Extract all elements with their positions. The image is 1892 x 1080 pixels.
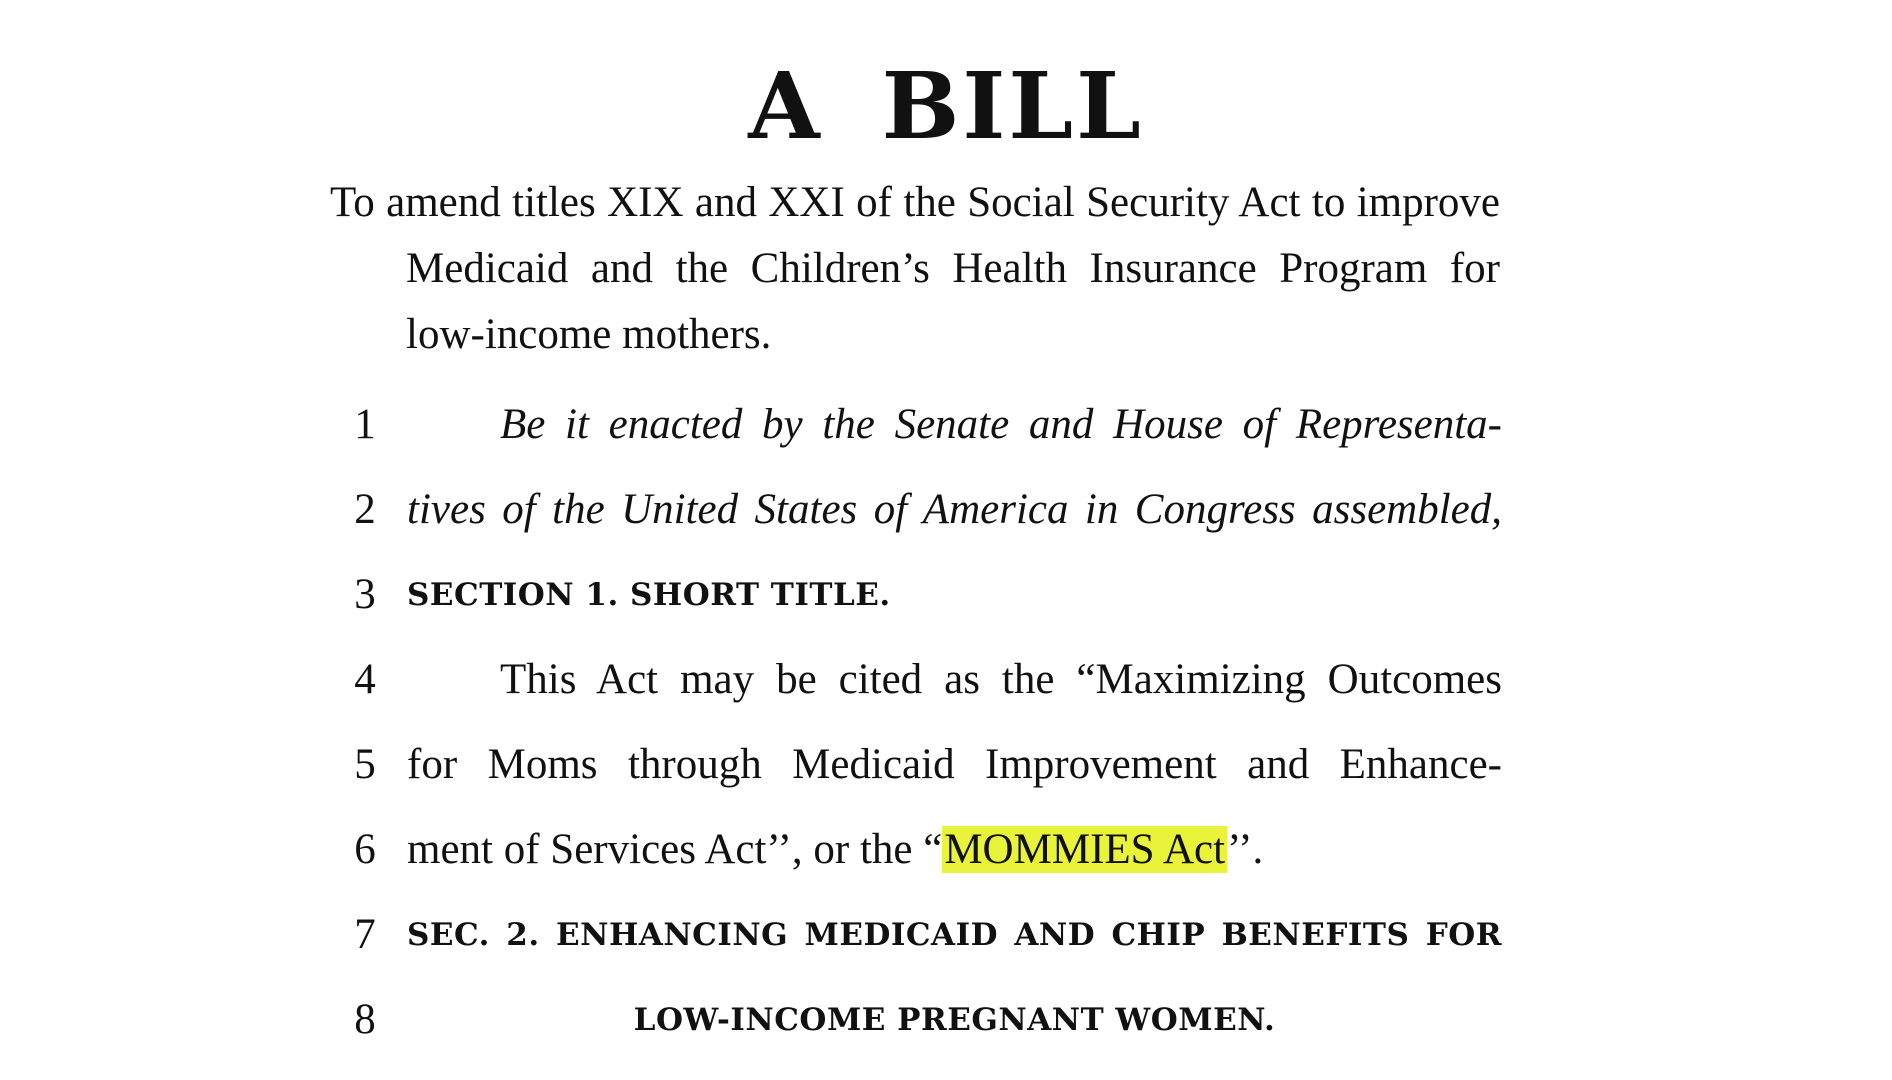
bill-line (0, 390, 1892, 460)
line-text: Be it enacted by the Senate and House of Representa- (500, 401, 1502, 448)
bill-line (0, 985, 1892, 1055)
line-text-before: ment of Services Act’’, or the “ (407, 826, 943, 873)
bill-line (0, 560, 1892, 630)
line-number: 2 (354, 486, 376, 533)
bill-line (0, 730, 1892, 800)
section-heading-continued: LOW-INCOME PREGNANT WOMEN. (633, 1002, 1276, 1038)
line-number: 7 (354, 911, 376, 958)
bill-purpose: To amend titles XIX and XXI of the Social Security Act to improve Medicaid and the Children’s Health Insurance Program for low-income mothers. (330, 179, 1500, 358)
line-number: 4 (354, 656, 376, 703)
line-number: 5 (354, 741, 376, 788)
highlighted-short-title: MOMMIES Act (944, 826, 1226, 873)
line-number: 1 (354, 401, 376, 448)
bill-line (0, 645, 1892, 715)
line-number: 8 (354, 996, 376, 1043)
bill-line (0, 900, 1892, 970)
bill-line (0, 475, 1892, 545)
line-number: 6 (354, 826, 376, 873)
line-number: 3 (354, 571, 376, 618)
line-text: for Moms through Medicaid Improvement and Enhance- (407, 741, 1502, 788)
line-text-after: ’’. (1227, 826, 1264, 873)
line-text: tives of the United States of America in Congress assembled, (407, 486, 1502, 533)
line-text: This Act may be cited as the “Maximizing Outcomes (500, 656, 1502, 703)
bill-title: A BILL (748, 52, 1144, 160)
section-heading: SEC. 2. ENHANCING MEDICAID AND CHIP BENEFITS FOR (407, 917, 1502, 953)
section-heading: SECTION 1. SHORT TITLE. (407, 577, 891, 613)
line-text (407, 815, 1502, 885)
bill-line (0, 815, 1892, 885)
